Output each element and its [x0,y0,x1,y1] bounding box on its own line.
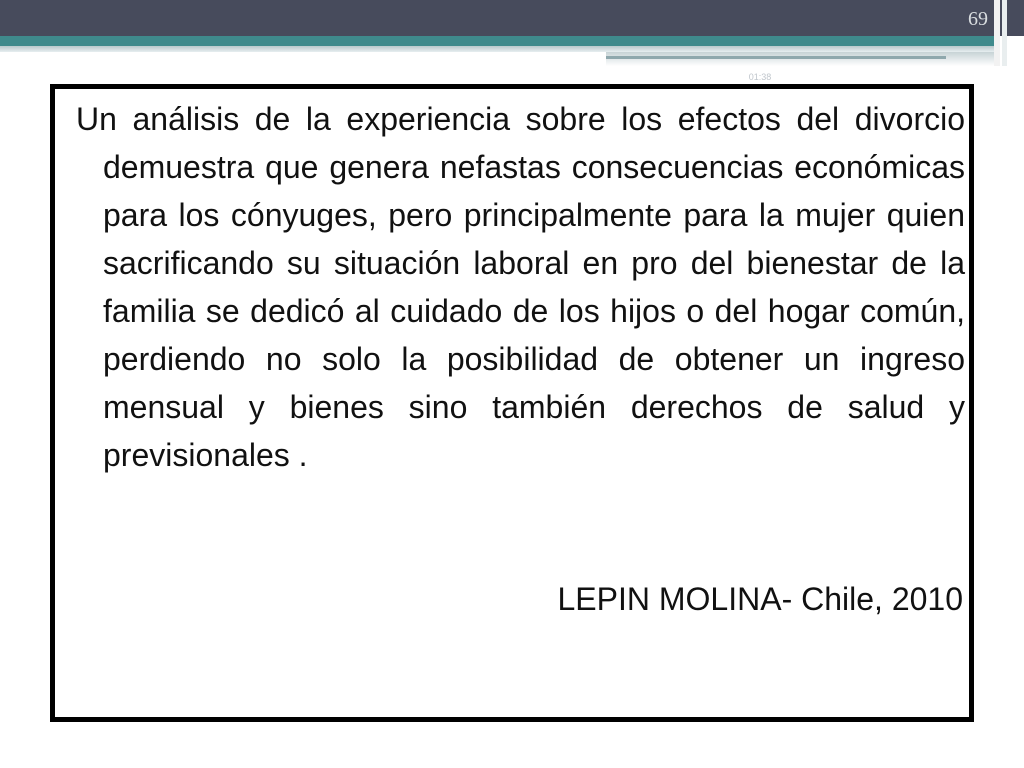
right-rail-decoration-secondary [1002,0,1007,66]
quote-text-part-2: quien sacrificando su situación laboral en pro del bienestar de la familia se dedicó al cuidado de los hijos o del hogar común, perdiendo no solo la posibilidad de obtener un ingreso mensual y bienes sino también derechos de salud y previsionales . [103,197,965,473]
title-bar-background [0,0,1024,36]
quote-emphasis: principalmente para la mujer [463,197,876,233]
quote-box [50,84,974,722]
slide-page-number: 69 [968,8,988,30]
teal-accent-band [0,36,1000,46]
teal-tab-gradient [606,52,1000,66]
slide-date-stamp: 01:38 [748,72,772,82]
quote-text-part-1: Un análisis de la experiencia sobre los efectos del divorcio demuestra que genera nefastas consecuencias económicas para los cónyuges, pero [76,101,965,233]
teal-tab-line [606,56,946,59]
quote-paragraph [76,95,965,479]
right-rail-decoration [994,0,1000,66]
quote-citation: LEPIN MOLINA- Chile, 2010 [557,581,963,617]
